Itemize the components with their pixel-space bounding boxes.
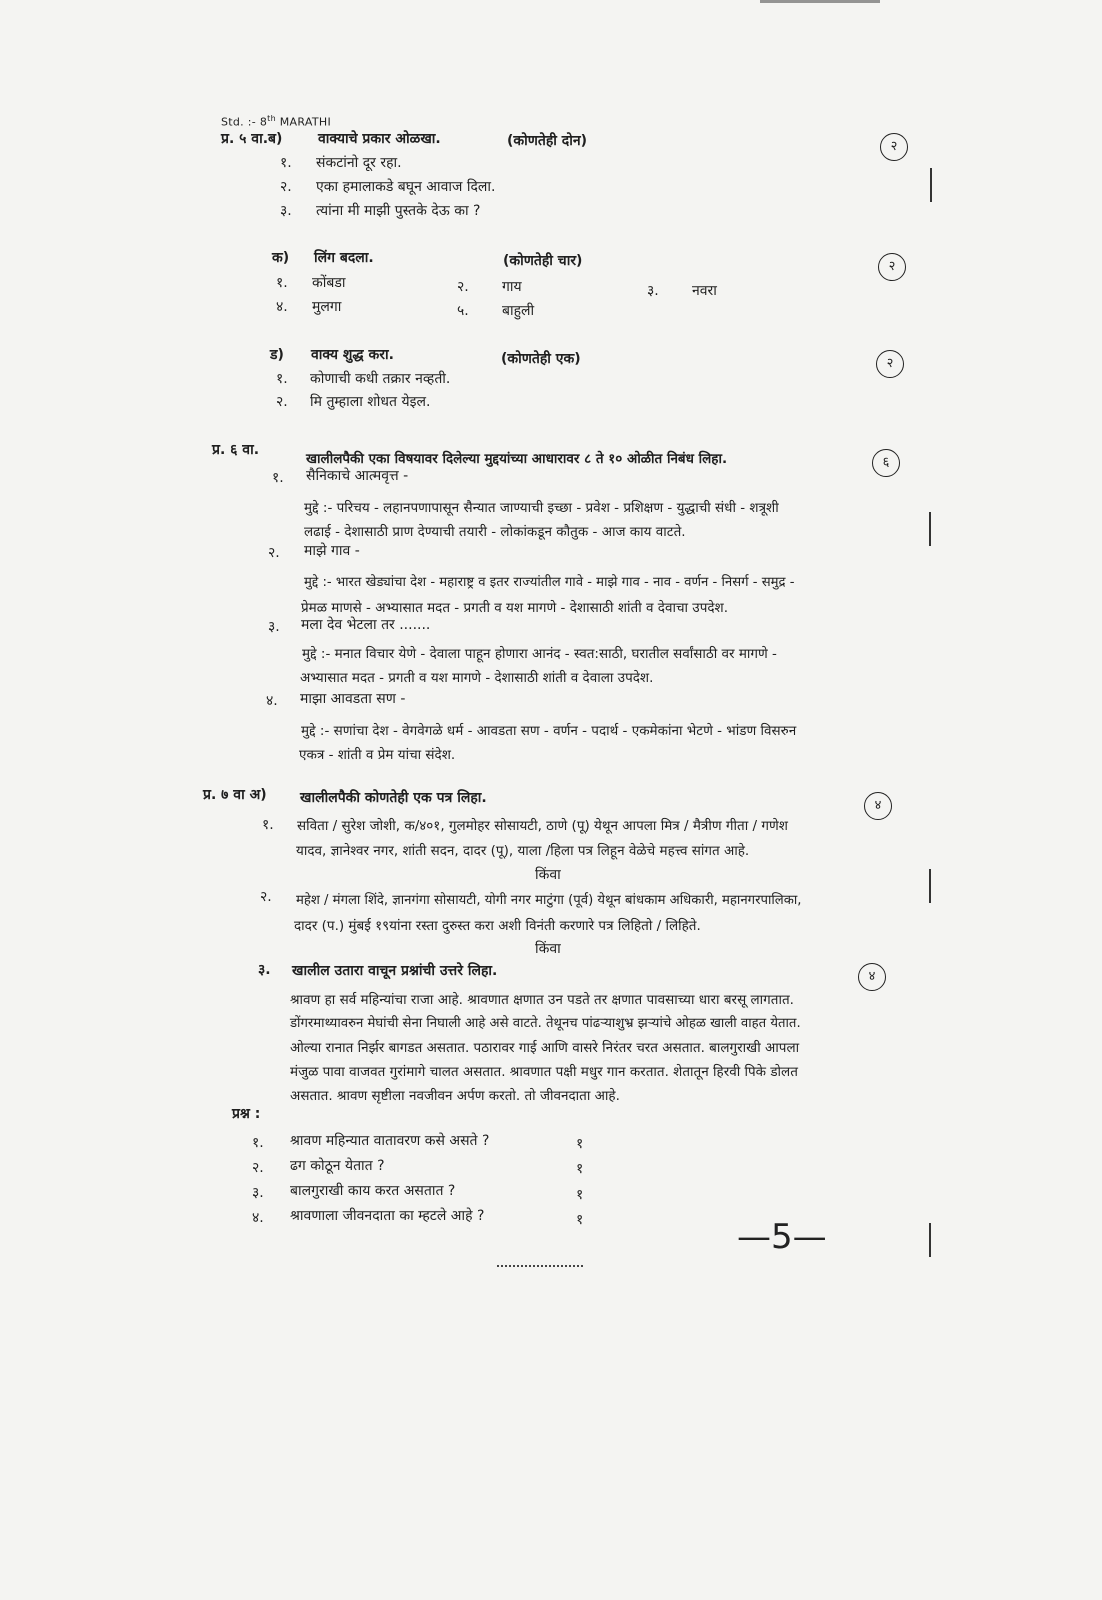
- q5b-item-num: ३.: [280, 203, 292, 219]
- q7-or: किंवा: [535, 941, 561, 957]
- q5b-hint: (कोणतेही दोन): [507, 133, 588, 149]
- q7-passage-num: ३.: [258, 962, 271, 978]
- question-num: ३.: [252, 1185, 264, 1201]
- scan-mark-top: [760, 0, 880, 3]
- question-num: २.: [252, 1160, 264, 1176]
- q7-title: खालीलपैकी कोणतेही एक पत्र लिहा.: [300, 790, 487, 806]
- q6-topic-points: लढाई - देशासाठी प्राण देण्याची तयारी - लोकांकडून कौतुक - आज काय वाटते.: [304, 524, 686, 540]
- q5c-label: क): [272, 250, 290, 266]
- q7-passage-marks: ४: [858, 963, 886, 991]
- q7-letter-text: दादर (प.) मुंबई १९यांना रस्ता दुरुस्त करा अशी विनंती करणारे पत्र लिहितो / लिहिते.: [294, 918, 701, 934]
- q6-topic-num: २.: [268, 545, 280, 561]
- q6-topic-points: मुद्दे :- सणांचा देश - वेगवेगळे धर्म - आवडता सण - वर्णन - पदार्थ - एकमेकांना भेटणे - भांडण विसरुन: [301, 723, 797, 739]
- q5-label: प्र. ५ वा.ब): [221, 131, 283, 147]
- q6-topic-points: अभ्यासात मदत - प्रगती व यश मागणे - देशासाठी शांती व देवाला उपदेश.: [300, 670, 654, 686]
- q5d-item-num: २.: [276, 394, 288, 410]
- q5b-title: वाक्याचे प्रकार ओळखा.: [318, 131, 441, 147]
- q5d-item-text: मि तुम्हाला शोधत येइल.: [310, 394, 431, 410]
- question-text: श्रावण महिन्यात वातावरण कसे असते ?: [290, 1133, 490, 1149]
- q5b-item-num: २.: [280, 179, 292, 195]
- question-marks: १: [576, 1136, 584, 1152]
- q5c-item-num: ४.: [276, 299, 288, 315]
- q7-label: प्र. ७ वा अ): [203, 787, 267, 803]
- q5d-marks: २: [876, 350, 904, 378]
- q5b-item-text: त्यांना मी माझी पुस्तके देऊ का ?: [316, 203, 481, 219]
- page-number: —5—: [737, 1217, 827, 1257]
- q7-letter-num: २.: [260, 889, 272, 905]
- end-rule: [497, 1265, 583, 1267]
- q5c-item-text: गाय: [502, 279, 522, 295]
- q5d-title: वाक्य शुद्ध करा.: [311, 347, 394, 363]
- q7-or: किंवा: [535, 867, 561, 883]
- passage-line: श्रावण हा सर्व महिन्यांचा राजा आहे. श्रावणात क्षणात उन पडते तर क्षणात पावसाच्या धारा बरसू लागतात.: [290, 992, 794, 1008]
- scan-mark-right-2: [929, 512, 931, 546]
- question-text: ढग कोठून येतात ?: [290, 1158, 385, 1174]
- question-marks: १: [576, 1212, 584, 1228]
- scan-mark-right-1: [930, 168, 932, 202]
- q6-topic-title: माझा आवडता सण -: [300, 691, 406, 707]
- question-marks: १: [576, 1187, 584, 1203]
- q5c-title: लिंग बदला.: [314, 250, 374, 266]
- q6-topic-points: मुद्दे :- मनात विचार येणे - देवाला पाहून होणारा आनंद - स्वत:साठी, घरातील सर्वांसाठी वर मागणे -: [302, 646, 777, 662]
- q6-topic-num: १.: [272, 470, 284, 486]
- scan-mark-right-4: [929, 1223, 931, 1257]
- q6-label: प्र. ६ वा.: [212, 442, 260, 458]
- q7-letter-text: महेश / मंगला शिंदे, ज्ञानगंगा सोसायटी, योगी नगर माटुंगा (पूर्व) येथून बांधकाम अधिकारी, महानगरपालिका,: [296, 893, 802, 908]
- q5d-label: ड): [270, 347, 284, 363]
- q6-topic-points: मुद्दे :- परिचय - लहानपणापासून सैन्यात जाण्याची इच्छा - प्रवेश - प्रशिक्षण - युद्धाची संधी - शत्रूशी: [304, 500, 779, 516]
- q7-letter-num: १.: [262, 817, 274, 833]
- q5c-item-text: नवरा: [692, 283, 717, 299]
- q6-topic-points: एकत्र - शांती व प्रेम यांचा संदेश.: [299, 747, 456, 763]
- passage-line: असतात. श्रावण सृष्टीला नवजीवन अर्पण करतो. तो जीवनदाता आहे.: [290, 1088, 620, 1104]
- question-num: १.: [252, 1135, 264, 1151]
- q5d-item-num: १.: [276, 371, 288, 387]
- q6-topic-points: प्रेमळ माणसे - अभ्यासात मदत - प्रगती व यश मागणे - देशासाठी शांती व देवाचा उपदेश.: [301, 600, 729, 616]
- q5c-marks: २: [878, 253, 906, 281]
- q5b-item-text: संकटांनो दूर रहा.: [316, 155, 402, 171]
- q6-topic-title: माझे गाव -: [304, 543, 360, 559]
- q7-marks: ४: [864, 792, 892, 820]
- q6-title: खालीलपैकी एका विषयावर दिलेल्या मुद्दयांच्या आधारावर ८ ते १० ओळीत निबंध लिहा.: [306, 451, 728, 467]
- q6-topic-num: ३.: [268, 619, 280, 635]
- q6-topic-points: मुद्दे :- भारत खेड्यांचा देश - महाराष्ट्र व इतर राज्यांतील गावे - माझे गाव - नाव - वर्णन - निसर्ग - समुद्र -: [304, 575, 795, 590]
- q5c-item-num: २.: [457, 279, 469, 295]
- q7-letter-text: यादव, ज्ञानेश्वर नगर, शांती सदन, दादर (पू), याला /हिला पत्र लिहून वेळेचे महत्त्व सांगत आहे.: [296, 843, 750, 859]
- q5c-item-text: मुलगा: [312, 299, 342, 315]
- q5c-item-num: ३.: [647, 283, 659, 299]
- q5c-item-num: ५.: [457, 303, 469, 319]
- question-text: श्रावणाला जीवनदाता का म्हटले आहे ?: [290, 1208, 485, 1224]
- question-marks: १: [576, 1161, 584, 1177]
- scan-mark-right-3: [929, 869, 931, 903]
- q6-marks: ६: [872, 449, 900, 477]
- q5b-item-text: एका हमालाकडे बघून आवाज दिला.: [316, 179, 496, 195]
- q5b-marks: २: [880, 133, 908, 161]
- question-text: बालगुराखी काय करत असतात ?: [290, 1183, 456, 1199]
- passage-line: डोंगरमाथ्यावरुन मेघांची सेना निघाली आहे असे वाटते. तेथूनच पांढऱ्याशुभ्र झऱ्यांचे ओहळ खाली वाहत येतात.: [290, 1016, 801, 1031]
- passage-line: मंजुळ पावा वाजवत गुरांमागे चालत असतात. श्रावणात पक्षी मधुर गान करतात. शेतातून हिरवी पिके डोलत: [290, 1064, 798, 1080]
- q5d-item-text: कोणाची कधी तक्रार नव्हती.: [310, 371, 451, 387]
- q5c-item-text: बाहुली: [502, 303, 535, 319]
- q6-topic-title: मला देव भेटला तर .......: [301, 617, 431, 633]
- q5d-hint: (कोणतेही एक): [501, 351, 581, 367]
- question-num: ४.: [252, 1210, 264, 1226]
- q5b-item-num: १.: [280, 155, 292, 171]
- q5c-hint: (कोणतेही चार): [503, 253, 583, 269]
- q7-passage-title: खालील उतारा वाचून प्रश्नांची उत्तरे लिहा.: [292, 963, 498, 979]
- q5c-item-text: कोंबडा: [312, 275, 346, 291]
- q7-letter-text: सविता / सुरेश जोशी, क/४०१, गुलमोहर सोसायटी, ठाणे (पू) येथून आपला मित्र / मैत्रीण गीता / गणेश: [297, 818, 788, 834]
- questions-label: प्रश्न :: [232, 1106, 261, 1122]
- q6-topic-title: सैनिकाचे आत्मवृत्त -: [306, 468, 409, 484]
- std-header: Std. :- 8th MARATHI: [221, 114, 331, 129]
- q5c-item-num: १.: [276, 275, 288, 291]
- passage-line: ओल्या रानात निर्झर बागडत असतात. पठारावर गाई आणि वासरे निरंतर चरत असतात. बालगुराखी आपला: [290, 1040, 800, 1056]
- q6-topic-num: ४.: [266, 693, 278, 709]
